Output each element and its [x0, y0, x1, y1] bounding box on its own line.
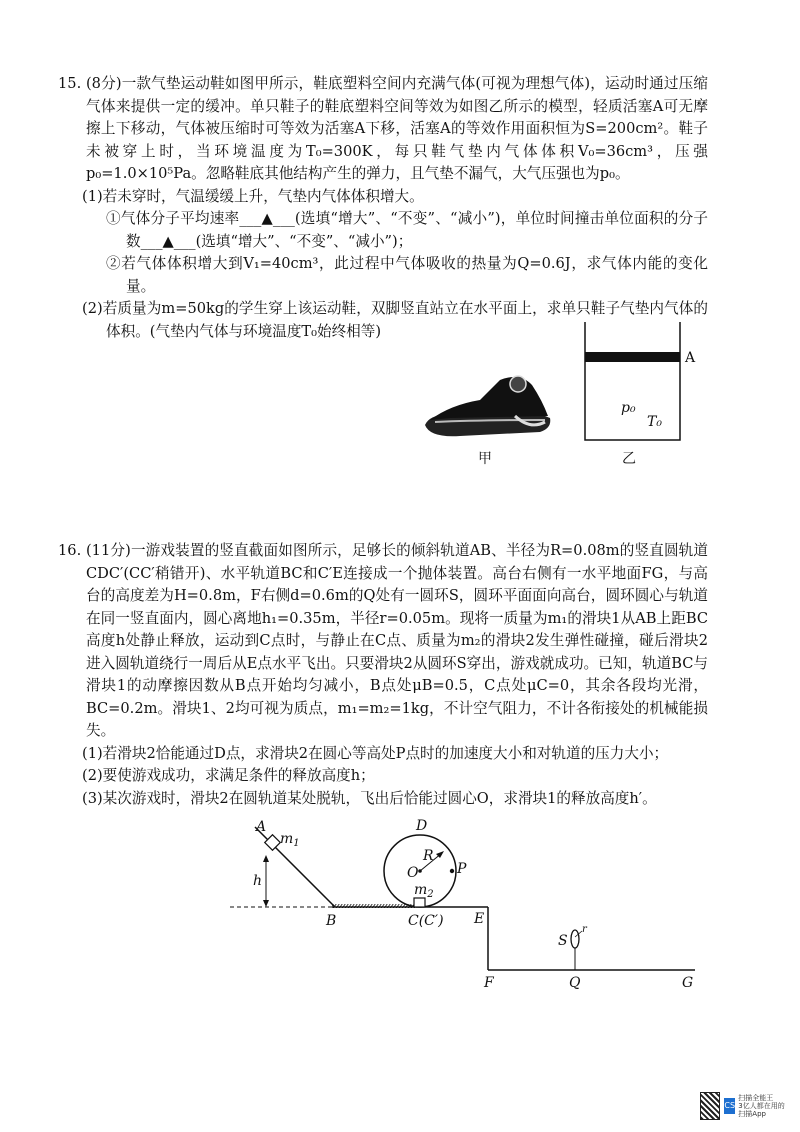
- q15-part2: (2)若质量为m=50kg的学生穿上该运动鞋，双脚竖直站立在水平面上，求单只鞋子气垫内气体的体积。(气垫内气体与环境温度T₀始终相等): [82, 300, 708, 340]
- caption-yi: 乙: [622, 451, 636, 467]
- camscanner-logo-icon: CS: [724, 1098, 735, 1114]
- question-15: [58, 73, 708, 343]
- shoe-upper: [430, 377, 548, 420]
- label-A: A: [256, 819, 267, 835]
- label-O: O: [407, 865, 419, 881]
- shoe-figure: [420, 370, 560, 445]
- h-arrow-bottom: [263, 900, 269, 907]
- label-G: G: [682, 975, 694, 991]
- label-S: S: [558, 933, 568, 949]
- stamp-subtitle: 3亿人都在用的扫描App: [738, 1102, 785, 1118]
- ring-S: [571, 930, 579, 948]
- label-E: E: [474, 911, 485, 927]
- track-figure: [220, 815, 710, 995]
- q16-part1: (1)若滑块2恰能通过D点，求滑块2在圆心等高处P点时的加速度大小和对轨道的压力大小；: [82, 744, 669, 762]
- caption-jia: 甲: [478, 451, 492, 467]
- gas-pressure-label: p₀: [621, 400, 636, 416]
- q16-part2: (2)要使游戏成功，求满足条件的释放高度h；: [82, 767, 375, 784]
- block-m2: [414, 898, 425, 907]
- rough-section-BC: [332, 904, 417, 908]
- q15-part1: (1)若未穿时，气温缓缓上升，气垫内气体体积增大。: [82, 187, 424, 205]
- shoe-dial: [510, 376, 526, 392]
- point-P: [450, 869, 454, 873]
- q15-stem: 15. (8分)一款气垫运动鞋如图甲所示，鞋底塑料空间内充满气体(可视为理想气体)，运动时通过压缩气体来提供一定的缓冲。单只鞋子的鞋底塑料空间等效为如图乙所示的模型，轻质活塞A可无摩擦上下移动，气体被压缩时可等效为活塞A下移，活塞A的等效作用面积恒为S=200cm²。鞋子未被穿上时，当环境温度为T₀=300K，每只鞋气垫内气体体积V₀=36cm³，压强p₀=1.0×10⁵Pa。忽略鞋底其他结构产生的弹力，且气垫不漏气，大气压强也为p₀。: [58, 75, 708, 182]
- label-r: r: [582, 924, 587, 935]
- piston-A: [585, 352, 680, 362]
- scanner-stamp: [700, 1090, 790, 1122]
- label-h: h: [253, 873, 263, 889]
- block-m1: [265, 835, 281, 851]
- cylinder-walls: [585, 322, 680, 440]
- label-C: C(C′): [408, 913, 444, 929]
- label-F: F: [484, 975, 494, 991]
- label-D: D: [416, 818, 428, 834]
- stamp-text: [738, 1094, 790, 1118]
- q15-part1-a: ①气体分子平均速率___▲___(选填“增大”、“不变”、“减小”)，单位时间撞击单位面积的分子数___▲___(选填“增大”、“不变”、“减小”)；: [106, 210, 708, 250]
- stamp-title: 扫描全能王: [738, 1094, 774, 1102]
- qr-code-icon: [700, 1092, 720, 1120]
- label-m2: $m_2$: [414, 882, 434, 900]
- label-B: B: [326, 913, 337, 929]
- label-Q: Q: [569, 975, 581, 991]
- label-R: R: [423, 848, 434, 864]
- label-m1: $m_1$: [280, 831, 300, 849]
- q16-stem: 16. (11分)一游戏装置的竖直截面如图所示，足够长的倾斜轨道AB、半径为R=0.08m的竖直圆轨道CDC′(CC′稍错开)、水平轨道BC和C′E连接成一个抛体装置。高台右侧有一水平地面FG，与高台的高度差为H=0.8m，F右侧d=0.6m的Q处有一圆环S，圆环平面面向高台，圆环圆心与轨道在同一竖直面内，圆心离地h₁=0.35m，半径r=0.05m。现将一质量为m₁的滑块1从AB上距BC高度h处静止释放，运动到C点时，与静止在C点、质量为m₂的滑块2发生弹性碰撞，碰后滑块2进入圆轨道绕行一周后从E点水平飞出。只要滑块2从圆环S穿出，游戏就成功。已知，轨道BC与滑块1的动摩擦因数从B点开始均匀减小，B点处μB=0.5，C点处μC=0，其余各段均光滑，BC=0.2m。滑块1、2均可视为质点，m₁=m₂=1kg，不计空气阻力，不计各衔接处的机械能损失。: [58, 542, 708, 739]
- q15-part1-b: ②若气体体积增大到V₁=40cm³，此过程中气体吸收的热量为Q=0.6J，求气体内能的变化量。: [106, 255, 708, 295]
- h-arrow-top: [263, 855, 269, 862]
- q16-part3: (3)某次游戏时，滑块2在圆轨道某处脱轨，飞出后恰能过圆心O，求滑块1的释放高度h′。: [82, 789, 657, 807]
- cylinder-figure: [575, 320, 705, 450]
- question-16: [58, 540, 708, 810]
- piston-label: A: [685, 350, 696, 366]
- gas-temp-label: T₀: [647, 414, 662, 430]
- label-P: P: [457, 861, 467, 877]
